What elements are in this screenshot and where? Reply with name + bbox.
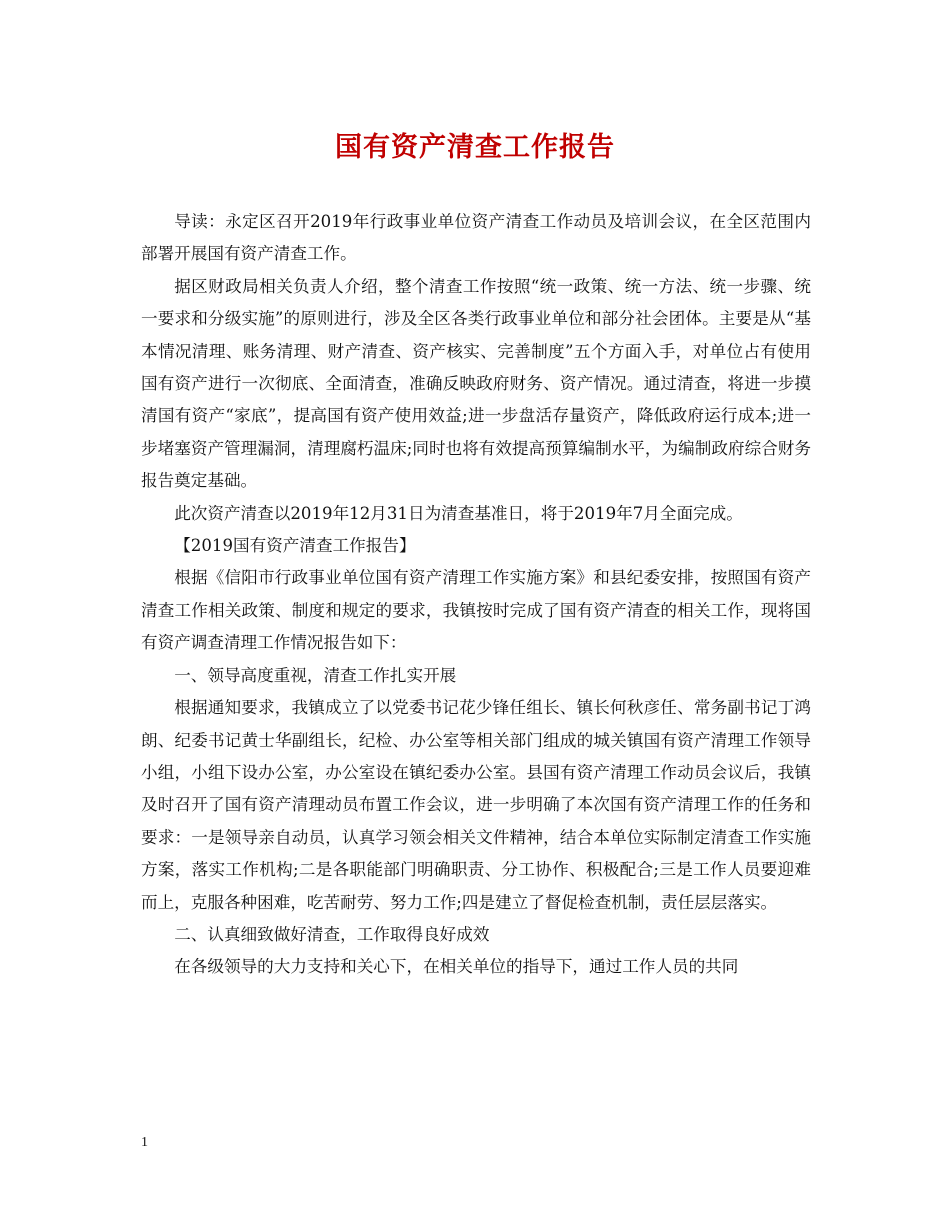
document-title: 国有资产清查工作报告 [335,132,615,163]
paragraph-overview: 据区财政局相关负责人介绍，整个清查工作按照“统一政策、统一方法、统一步骤、统一要求和分级实施”的原则进行，涉及全区各类行政事业单位和部分社会团体。主要是从“基本情况清理、账务清理、财产清查、资产核实、完善制度”五个方面入手，对单位占有使用国有资产进行一次彻底、全面清查，准确反映政府财务、资产情况。通过清查，将进一步摸清国有资产“家底”，提高国有资产使用效益;进一步盘活存量资产，降低政府运行成本;进一步堵塞资产管理漏洞，清理腐朽温床;同时也将有效提高预算编制水平，为编制政府综合财务报告奠定基础。 [141,276,811,491]
paragraph-results: 在各级领导的大力支持和关心下，在相关单位的指导下，通过工作人员的共同 [174,957,739,977]
section-heading-two: 二、认真细致做好清查，工作取得良好成效 [174,924,490,944]
paragraph-leadership: 根据通知要求，我镇成立了以党委书记花少锋任组长、镇长何秋彦任、常务副书记丁鸿朗、纪委书记黄士华副组长，纪检、办公室等相关部门组成的城关镇国有资产清理工作领导小组，小组下设办公室，办公室设在镇纪委办公室。县国有资产清理工作动员会议后，我镇及时召开了国有资产清理动员布置工作会议，进一步明确了本次国有资产清理工作的任务和要求：一是领导亲自动员，认真学习领会相关文件精神，结合本单位实际制定清查工作实施方案，落实工作机构;二是各职能部门明确职责、分工协作、积极配合;三是工作人员要迎难而上，克服各种困难，吃苦耐劳、努力工作;四是建立了督促检查机制，责任层层落实。 [141,698,811,912]
paragraph-schedule: 此次资产清查以2019年12月31日为清查基准日，将于2019年7月全面完成。 [174,503,743,523]
paragraph-basis: 根据《信阳市行政事业单位国有资产清理工作实施方案》和县纪委安排，按照国有资产清查工作相关政策、制度和规定的要求，我镇按时完成了国有资产清查的相关工作，现将国有资产调查清理工作情况报告如下： [141,568,811,653]
page-number: 1 [141,1135,148,1150]
paragraph-report-heading: 【2019国有资产清查工作报告】 [174,536,416,556]
paragraph-intro: 导读：永定区召开2019年行政事业单位资产清查工作动员及培训会议，在全区范围内部署开展国有资产清查工作。 [141,212,811,264]
section-heading-one: 一、领导高度重视，清查工作扎实开展 [174,665,457,685]
document-body [141,206,811,984]
